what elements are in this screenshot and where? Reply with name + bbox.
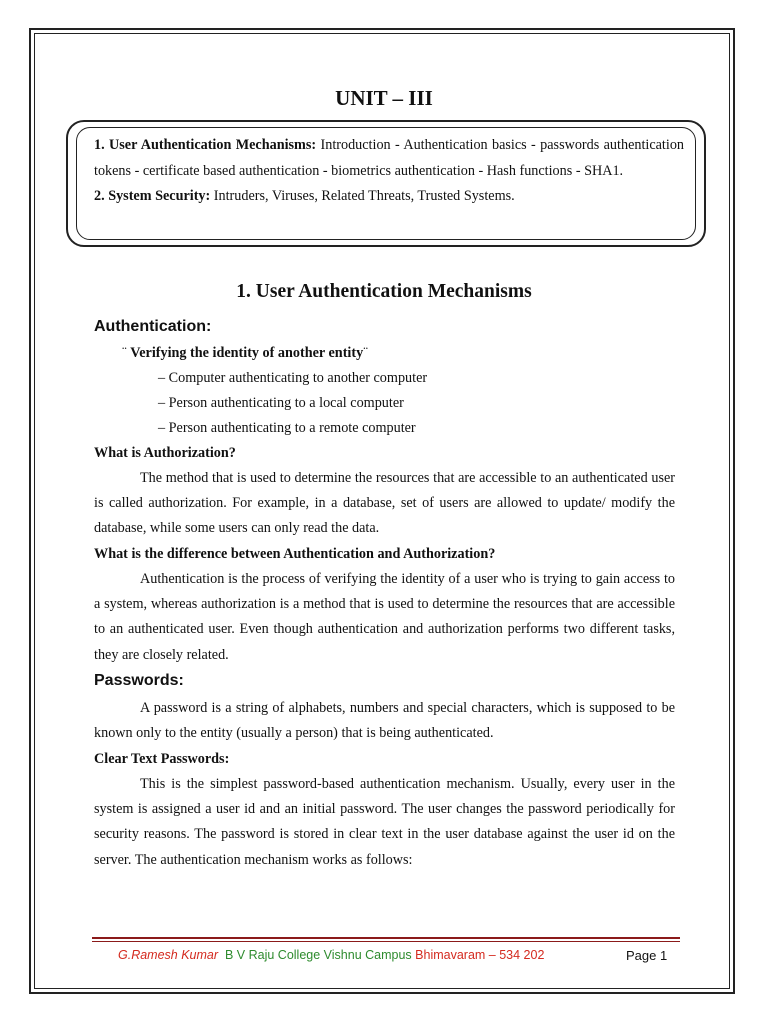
footer-rule — [92, 937, 680, 939]
authorization-heading: What is Authorization? — [94, 445, 236, 461]
authentication-heading: Authentication: — [94, 318, 212, 335]
authentication-definition-text: Verifying the identity of another entity — [130, 345, 364, 361]
clear-text-heading: Clear Text Passwords: — [94, 751, 230, 767]
quote-open-mark: ¨ — [122, 345, 131, 361]
authorization-paragraph — [94, 466, 675, 542]
passwords-body: A password is a string of alphabets, numbers and special characters, which is supposed to be known only to the entity (usually a person) that is being authenticated. — [94, 700, 675, 742]
footer-college: B V Raju College Vishnu Campus — [224, 948, 412, 962]
clear-text-paragraph — [94, 772, 675, 873]
difference-paragraph — [94, 567, 675, 668]
syllabus-item-1 — [94, 133, 684, 184]
difference-heading: What is the difference between Authentication and Authorization? — [94, 546, 496, 562]
passwords-paragraph — [94, 696, 675, 746]
footer-credit — [118, 948, 544, 962]
bullet-item: – Person authenticating to a local computer — [158, 395, 404, 411]
authentication-definition — [122, 341, 368, 366]
section-title: 1. User Authentication Mechanisms — [236, 281, 532, 302]
page-number: Page 1 — [626, 948, 668, 963]
syllabus-item-1-text: Introduction - Authentication basics - passwords authentication tokens - certificate based authentication - biometrics authentication - Hash functions - SHA1. — [94, 137, 685, 179]
unit-title: UNIT – III — [335, 86, 433, 110]
passwords-heading: Passwords: — [94, 672, 184, 689]
clear-text-body: This is the simplest password-based authentication mechanism. Usually, every user in the system is assigned a user id and an initial password. The user changes the password periodically for security reasons. The password is stored in clear text in the user database against the user id on the server. The authentication mechanism works as follows: — [94, 776, 675, 868]
syllabus-item-2-text: Intruders, Viruses, Related Threats, Trusted Systems. — [210, 188, 515, 204]
syllabus-item-2 — [94, 184, 684, 210]
difference-body: Authentication is the process of verifying the identity of a user who is trying to gain access to a system, whereas authorization is a method that is used to determine the resources that are accessible to an authenticated user. Even though authentication and authorization performs two different tasks, they are closely related. — [94, 571, 675, 663]
syllabus-text — [94, 133, 684, 210]
syllabus-item-1-label: 1. User Authentication Mechanisms: — [94, 137, 317, 153]
bullet-item: – Person authenticating to a remote computer — [158, 420, 416, 436]
footer-place: Bhimavaram – 534 202 — [415, 948, 545, 962]
footer-rule-thin — [92, 941, 680, 942]
quote-close-mark: ¨ — [363, 345, 368, 361]
authorization-body: The method that is used to determine the resources that are accessible to an authenticated user is called authorization. For example, in a database, set of users are allowed to update/ modify the database, while some users can only read the data. — [94, 470, 675, 537]
syllabus-item-2-label: 2. System Security: — [94, 188, 211, 204]
footer-author: G.Ramesh Kumar — [118, 948, 219, 962]
bullet-item: – Computer authenticating to another computer — [158, 370, 428, 386]
